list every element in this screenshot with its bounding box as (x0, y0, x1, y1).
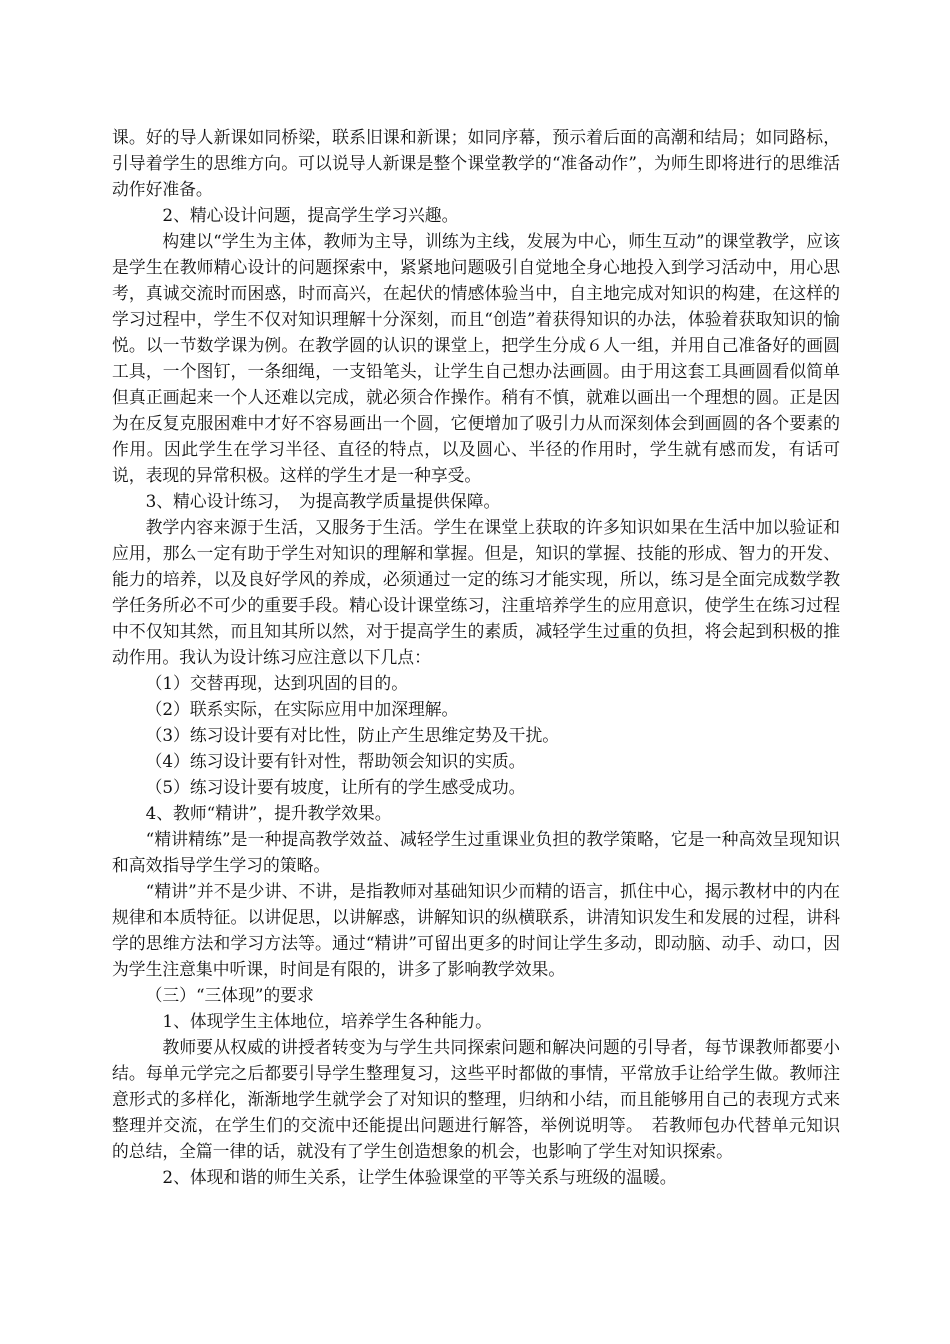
paragraph-teacher-role: 教师要从权威的讲授者转变为与学生共同探索问题和解决问题的引导者，每节课教师都要小结。每单元学完之后都要引导学生整理复习，这些平时都做的事情，平常放手让给学生做。教师注意形式的多样化，渐渐地学生就学会了对知识的整理，归纳和小结，而且能够用自己的表现方式来整理并交流，在学生们的交流中还能提出问题进行解答，举例说明等。 若教师包办代替单元知识的总结，全篇一律的话，就没有了学生创造想象的机会，也影响了学生对知识探索。 (112, 1037, 840, 1161)
heading-student-subject: 1、体现学生主体地位，培养学生各种能力。 (162, 1011, 492, 1031)
paragraph-lecture-meaning: “精讲”并不是少讲、不讲，是指教师对基础知识少而精的语言，抓住中心，揭示教材中的内在规律和本质特征。以讲促思，以讲解惑，讲解知识的纵横联系，讲清知识发生和发展的过程，讲科学的思维方法和学习方法等。通过“精讲”可留出更多的时间让学生多动，即动脑、动手、动口，因为学生注意集中听课，时间是有限的，讲多了影响教学效果。 (112, 881, 840, 979)
list-item-5: （5）练习设计要有坡度，让所有的学生感受成功。 (145, 777, 526, 797)
list-item-3: （3）练习设计要有对比性，防止产生思维定势及干扰。 (145, 725, 560, 745)
paragraph-classroom-model: 构建以“学生为主体，教师为主导，训练为主线，发展为中心，师生互动”的课堂教学，应该是学生在教师精心设计的问题探索中，紧紧地问题吸引自觉地全身心地投入到学习活动中，用心思考，真诚交流时而困惑，时而高兴，在起伏的情感体验当中，自主地完成对知识的构建，在这样的学习过程中，学生不仅对知识理解十分深刻，而且“创造”着获得知识的办法，体验着获取知识的愉悦。以一节数学课为例。在教学圆的认识的课堂上，把学生分成６人一组，并用自己准备好的画圆工具，一个图钉，一条细绳，一支铅笔头，让学生自己想办法画圆。由于用这套工具画圆看似简单但真正画起来一个人还难以完成，就必须合作操作。稍有不慎，就难以画出一个理想的圆。正是因为在反复克服困难中才好不容易画出一个圆，它便增加了吸引力从而深刻体会到画圆的各个要素的作用。因此学生在学习半径、直径的特点，以及圆心、半径的作用时，学生就有感而发，有话可说，表现的异常积极。这样的学生才是一种享受。 (112, 231, 840, 485)
paragraph-teaching-content: 教学内容来源于生活，又服务于生活。学生在课堂上获取的许多知识如果在生活中加以验证和应用，那么一定有助于学生对知识的理解和掌握。但是，知识的掌握、技能的形成、智力的开发、能力的培养，以及良好学风的养成，必须通过一定的练习才能实现，所以，练习是全面完成数学教学任务所必不可少的重要手段。精心设计课堂练习，注重培养学生的应用意识，使学生在练习过程中不仅知其然，而且知其所以然，对于提高学生的素质，减轻学生过重的负担，将会起到积极的推动作用。我认为设计练习应注意以下几点： (112, 517, 840, 667)
intro-paragraph: 课。好的导人新课如同桥梁，联系旧课和新课；如同序幕，预示着后面的高潮和结局；如同路标，引导着学生的思维方向。可以说导人新课是整个课堂教学的“准备动作”，为师生即将进行的思维活动作好准备。 (112, 127, 840, 199)
heading-three-reflections: （三）“三体现”的要求 (145, 985, 314, 1005)
heading-design-exercises: 3、精心设计练习， 为提高教学质量提供保障。 (145, 491, 501, 511)
heading-teacher-lecture: 4、教师“精讲”，提升教学效果。 (145, 803, 392, 823)
list-item-1: （1）交替再现，达到巩固的目的。 (145, 673, 408, 693)
heading-design-questions: 2、精心设计问题，提高学生学习兴趣。 (162, 205, 459, 225)
heading-harmonious-relation: 2、体现和谐的师生关系，让学生体验课堂的平等关系与班级的温暖。 (162, 1167, 677, 1187)
list-item-4: （4）练习设计要有针对性，帮助领会知识的实质。 (145, 751, 526, 771)
document-page (112, 124, 840, 1190)
paragraph-lecture-practice: “精讲精练”是一种提高教学效益、减轻学生过重课业负担的教学策略，它是一种高效呈现知识和高效指导学生学习的策略。 (112, 829, 840, 875)
list-item-2: （2）联系实际，在实际应用中加深理解。 (145, 699, 459, 719)
